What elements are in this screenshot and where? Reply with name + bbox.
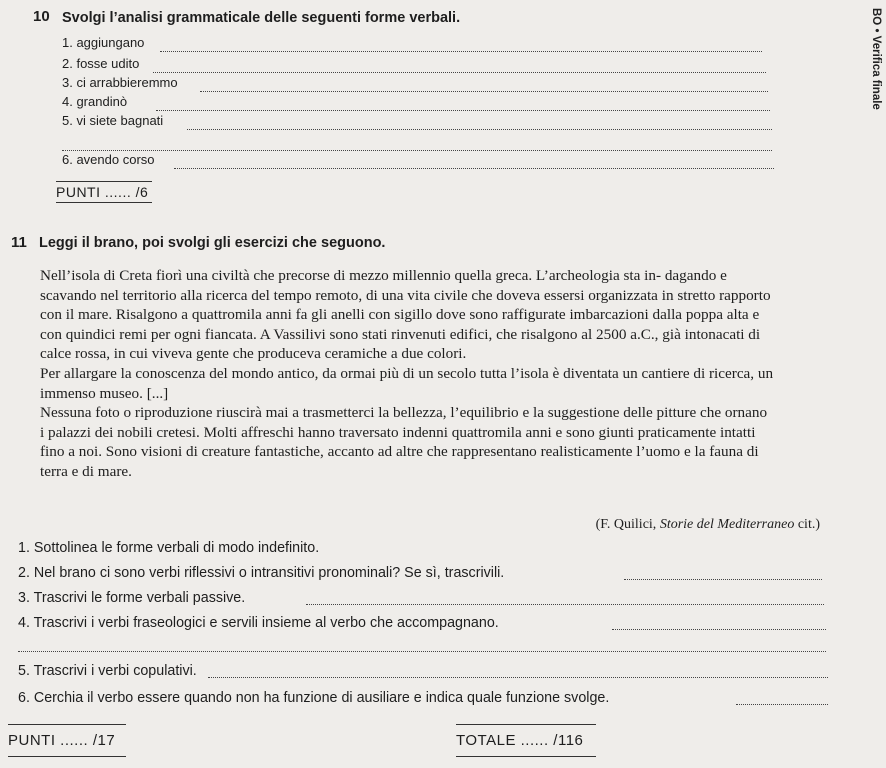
ex10-answer-line-1[interactable] bbox=[160, 51, 762, 52]
score-rule-bottom bbox=[56, 202, 152, 203]
ex10-answer-line-3[interactable] bbox=[200, 91, 768, 92]
ex10-score: PUNTI ...... /6 bbox=[56, 184, 149, 200]
ex11-question-6: 6. Cerchia il verbo essere quando non ha funzione di ausiliare e indica quale funzione svolge. bbox=[18, 690, 610, 706]
passage-paragraph-1: Nell’isola di Creta fiorì una civiltà che precorse di mezzo millennio quella greca. L’archeologia sta in- dagando e scavando nel territorio alla ricerca del tempo remoto, di una vita civile che doveva essersi organizzata in stretto rapporto con il mare. Risalgono a quattromila anni fa gli anelli con sigillo dove sono raffigurate imbarcazioni dalla poppa alta e con quindici remi per ogni fiancata. A Vassilivi sono stati rinvenuti edifici, che risalgono al 2500 a.C., già intonacati di calce rossa, in cui viveva gente che produceva ceramiche a due colori. bbox=[40, 267, 771, 363]
ex11-score-rule-bottom bbox=[8, 756, 126, 757]
ex11-answer-line-5[interactable] bbox=[208, 677, 828, 678]
exercise-10-title: Svolgi l’analisi grammaticale delle seguenti forme verbali. bbox=[62, 10, 461, 26]
ex11-question-5: 5. Trascrivi i verbi copulativi. bbox=[18, 663, 197, 679]
ex10-item-4: 4. grandinò bbox=[62, 94, 128, 109]
passage-paragraph-2: Per allargare la conoscenza del mondo antico, da ormai più di un secolo tutta l’isola è diventata un cantiere di ricerca, un immenso museo. [...] bbox=[40, 364, 774, 402]
ex11-question-3: 3. Trascrivi le forme verbali passive. bbox=[18, 590, 246, 606]
score-rule-top bbox=[56, 181, 152, 182]
passage-paragraph-3: Nessuna foto o riproduzione riuscirà mai a trasmetterci la bellezza, l’equilibrio e la suggestione delle pitture che ornano i palazzi dei nobili cretesi. Molti affreschi hanno traversato indenni quattromila anni e sono giunti praticamente intatti fino a noi. Sono visioni di creature fantastiche, accanto ad altre che rappresentano realisticamente l’uomo e la fauna di terra e di mare. bbox=[40, 404, 768, 480]
side-label: BO • Verifica finale bbox=[870, 8, 882, 110]
ex10-answer-line-5[interactable] bbox=[187, 129, 772, 130]
exercise-11-title: Leggi il brano, poi svolgi gli esercizi che seguono. bbox=[39, 235, 386, 251]
ex11-answer-line-4[interactable] bbox=[612, 629, 826, 630]
reading-passage bbox=[40, 266, 774, 482]
ex10-item-3: 3. ci arrabbieremmo bbox=[62, 75, 178, 90]
exercise-10-number: 10 bbox=[33, 8, 50, 25]
total-score: TOTALE ...... /116 bbox=[456, 732, 584, 749]
total-rule-bottom bbox=[456, 756, 596, 757]
exercise-11-number: 11 bbox=[11, 234, 27, 251]
total-rule-top bbox=[456, 724, 596, 725]
ex11-score: PUNTI ...... /17 bbox=[8, 732, 116, 749]
ex11-question-2: 2. Nel brano ci sono verbi riflessivi o intransitivi pronominali? Se sì, trascrivili. bbox=[18, 565, 505, 581]
ex11-answer-line-6[interactable] bbox=[736, 704, 828, 705]
ex10-answer-line-4[interactable] bbox=[156, 110, 770, 111]
ex11-answer-line-2[interactable] bbox=[624, 579, 822, 580]
ex10-answer-line-6[interactable] bbox=[174, 168, 774, 169]
ex11-score-rule-top bbox=[8, 724, 126, 725]
ex10-item-6: 6. avendo corso bbox=[62, 152, 155, 167]
ex11-question-4: 4. Trascrivi i verbi fraseologici e servili insieme al verbo che accompagnano. bbox=[18, 615, 499, 631]
ex10-answer-line-5b[interactable] bbox=[62, 150, 772, 151]
ex11-answer-line-4b[interactable] bbox=[18, 651, 826, 652]
ex11-question-1: 1. Sottolinea le forme verbali di modo indefinito. bbox=[18, 540, 320, 556]
ex10-item-2: 2. fosse udito bbox=[62, 56, 140, 71]
ex10-item-1: 1. aggiungano bbox=[62, 35, 145, 50]
ex10-item-5: 5. vi siete bagnati bbox=[62, 113, 164, 128]
ex11-answer-line-3[interactable] bbox=[306, 604, 824, 605]
source-citation: (F. Quilici, Storie del Mediterraneo cit.) bbox=[595, 517, 820, 532]
ex10-answer-line-2[interactable] bbox=[153, 72, 766, 73]
